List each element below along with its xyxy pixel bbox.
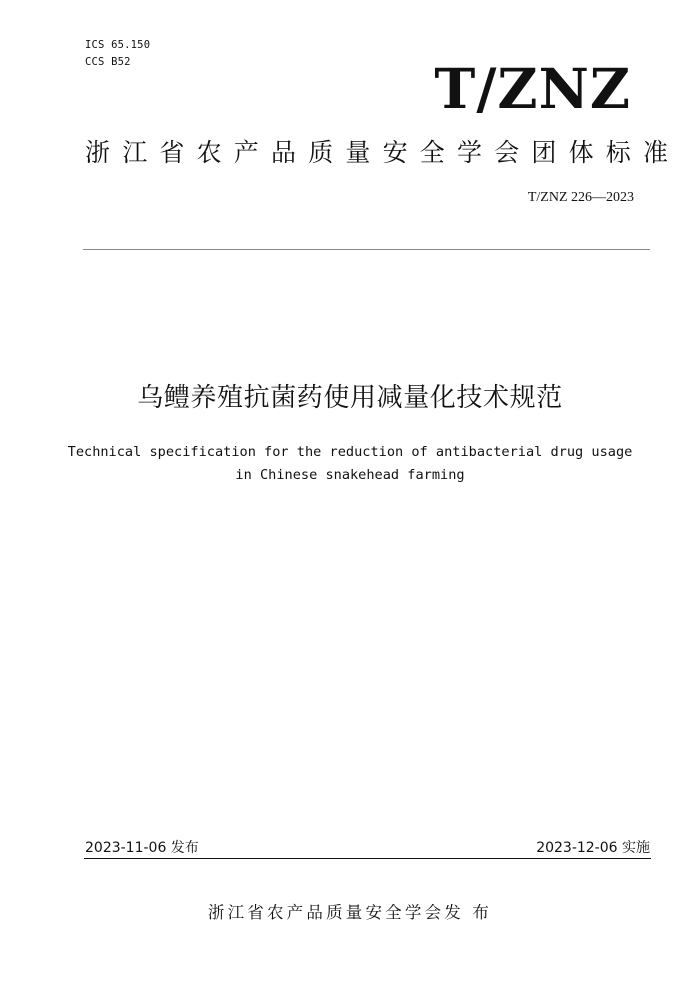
ics-code: ICS 65.150	[85, 39, 151, 51]
top-divider	[83, 249, 650, 250]
standard-logo: T/ZNZ	[434, 56, 631, 121]
english-title	[0, 441, 700, 487]
ccs-code: CCS B52	[85, 56, 131, 68]
organization-title: 浙江省农产品质量安全学会团体标准	[85, 138, 681, 167]
publisher: 浙江省农产品质量安全学会发 布	[207, 903, 493, 922]
english-title-line-1: Technical specification for the reduction of antibacterial drug usage	[67, 444, 633, 460]
implementation-date: 2023-12-06 实施	[536, 840, 650, 856]
issue-date: 2023-11-06 发布	[85, 840, 199, 856]
english-title-line-2: in Chinese snakehead farming	[235, 467, 465, 483]
standard-number: T/ZNZ 226—2023	[527, 190, 634, 205]
chinese-title: 乌鳢养殖抗菌药使用减量化技术规范	[137, 383, 563, 413]
classification-codes	[85, 37, 150, 71]
bottom-divider	[84, 858, 651, 859]
